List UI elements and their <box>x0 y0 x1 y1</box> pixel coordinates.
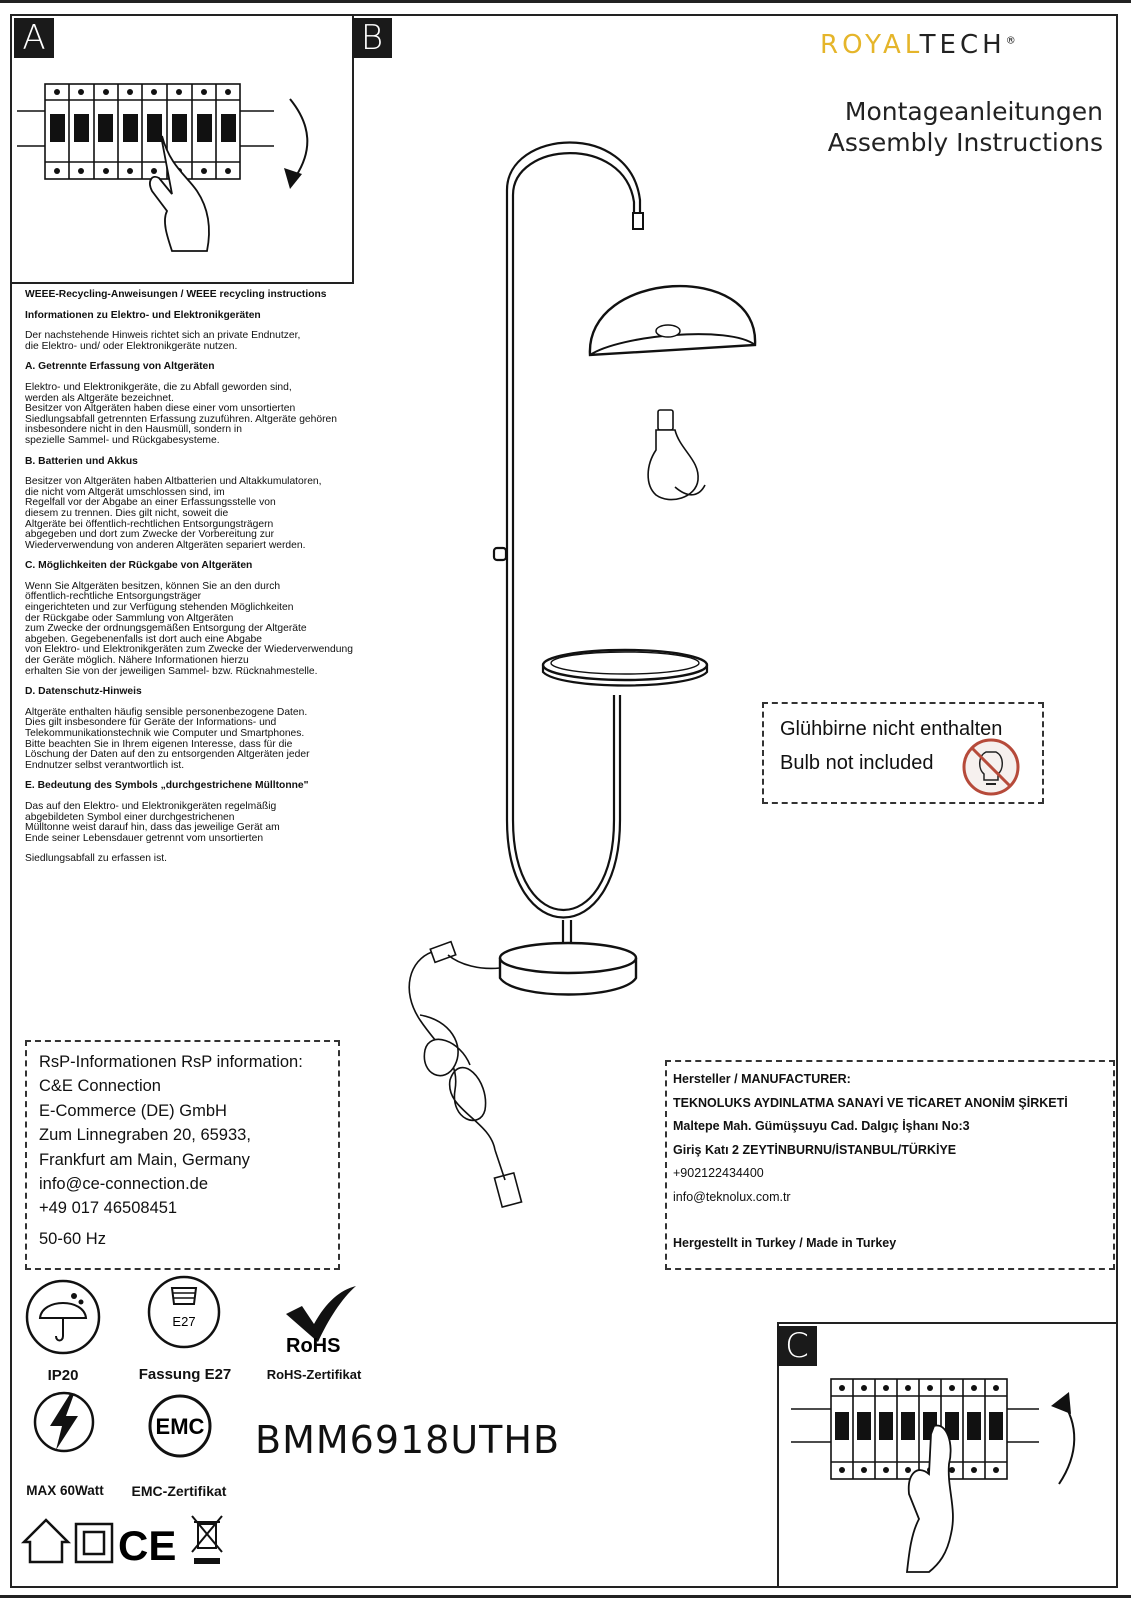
indoor-use-icon <box>24 1520 68 1562</box>
no-bulb-icon <box>960 736 1022 798</box>
made-in-label: Hergestellt in Turkey / Made in Turkey <box>673 1235 897 1250</box>
breaker-off-illustration <box>12 16 352 282</box>
weee-heading: WEEE-Recycling-Anweisungen / WEEE recycling instructions <box>25 289 327 300</box>
weee-section-title: B. Batterien und Akkus <box>25 455 138 467</box>
emc-icon <box>146 1392 214 1460</box>
manufacturer-address-2: Giriş Katı 2 ZEYTİNBURNU/İSTANBUL/TÜRKİYE <box>673 1142 957 1157</box>
weee-section-title: C. Möglichkeiten der Rückgabe von Altgeräten <box>25 560 253 572</box>
emc-icon-text: EMC <box>155 1414 205 1439</box>
panel-c <box>777 1322 1118 1588</box>
ce-mark-icon: CE <box>118 1522 177 1569</box>
manufacturer-heading: Hersteller / MANUFACTURER: <box>673 1072 851 1086</box>
weee-section-text: Altgeräte enthalten häufig sensible personenbezogene Daten. Dies gilt insbesondere für Geräte der Informations- und Telekommunikationstechnik wie Computer und Smartphones. Bitte beachten Sie in Ihrem eigenen Interesse, dass für die Löschung der Daten auf den zu entsorgenden Altgeräten jeder Endnutzer selbst verantwortlich ist. <box>25 706 310 771</box>
e27-icon-text: E27 <box>172 1314 196 1329</box>
panel-b-tag: B <box>352 18 392 58</box>
weee-section-text: Besitzer von Altgeräten haben Altbatterien und Altakkumulatoren, die nicht vom Altgerät umschlossen sind, im Regelfall vor der Abgabe an einer Erfassungsstelle von diesem zu trennen. Dies gilt nicht, soweit die Altgeräte bei öffentlich-rechtlichen Entsorgungsträgern abgegeben und dort zum Zwecke der Vorbereitung zur Wiederverwendung von anderen Altgeräten separiert werden. <box>25 476 322 551</box>
emc-label: EMC-Zertifikat <box>131 1483 227 1499</box>
manufacturer-name: TEKNOLUKS AYDINLATMA SANAYİ VE TİCARET ANONİM ŞİRKETİ <box>673 1095 1068 1110</box>
title-en: Assembly Instructions <box>827 128 1103 157</box>
weee-section-text: Elektro- und Elektronikgeräte, die zu Abfall geworden sind, werden als Altgeräte bezeichnet. Besitzer von Altgeräten haben diese einer vom unsortierten Siedlungsabfall getrennten Erfassung zuzuführen. Altgeräte gehören insbesondere nicht in den Hausmüll, sondern in spezielle Sammel- und Rückgabesysteme. <box>25 381 337 446</box>
compliance-symbols <box>18 1510 238 1570</box>
bulb-not-included-note <box>762 702 1044 804</box>
weee-section-title: A. Getrennte Erfassung von Altgeräten <box>25 361 215 373</box>
page-title <box>828 96 1103 158</box>
rsp-info-box <box>25 1040 340 1270</box>
rsp-email[interactable]: info@ce-connection.de <box>39 1175 209 1194</box>
weee-section-title: D. Datenschutz-Hinweis <box>25 686 142 698</box>
rsp-company-line2: E-Commerce (DE) GmbH <box>39 1101 227 1120</box>
rohs-icon <box>282 1284 362 1354</box>
panel-a-tag: A <box>14 18 54 58</box>
rohs-icon-text: RoHS <box>286 1335 341 1354</box>
rsp-heading: RsP-Informationen RsP information: <box>39 1053 303 1071</box>
rsp-frequency: 50-60 Hz <box>39 1229 106 1248</box>
breaker-on-illustration <box>779 1324 1117 1588</box>
rsp-city: Frankfurt am Main, Germany <box>39 1150 250 1169</box>
panel-a <box>12 16 354 284</box>
manufacturer-phone: +902122434400 <box>673 1166 764 1181</box>
ip20-label: IP20 <box>47 1367 79 1384</box>
brand-reg: ® <box>1005 35 1016 47</box>
e27-socket-icon <box>146 1274 222 1350</box>
weee-intro: Der nachstehende Hinweis richtet sich an private Endnutzer, die Elektro- und/ oder Elektronikgeräte nutzen. <box>25 330 301 352</box>
manufacturer-box <box>665 1060 1115 1270</box>
weee-subheading: Informationen zu Elektro- und Elektronikgeräten <box>25 309 261 321</box>
rsp-company: C&E Connection <box>39 1077 161 1096</box>
top-rule <box>0 0 1131 3</box>
manufacturer-email[interactable]: info@teknolux.com.tr <box>673 1189 791 1204</box>
e27-label: Fassung E27 <box>138 1366 232 1383</box>
manufacturer-address-1: Maltepe Mah. Gümüşsuyu Cad. Dalgıç İşhanı No:3 <box>673 1119 970 1134</box>
weee-section-text: Wenn Sie Altgeräten besitzen, können Sie an den durch öffentlich-rechtliche Entsorgungsträger eingerichteten und zur Verfügung stehenden Möglichkeiten der Rückgabe oder Sammlung von Altgeräten zum Zwecke der ordnungsgemäßen Entsorgung der Altgeräte abgeben. Gegebenenfalls ist dort auch eine Abgabe von Elektro- und Elektronikgeräten zum Zwecke der Wiederverwendung der Geräte möglich. Nähere Informationen hierzu erhalten Sie von der jeweiligen Sammel- bzw. Rücknahmestelle. <box>25 580 353 677</box>
bulb-note-en: Bulb not included <box>780 752 934 774</box>
brand-tech: TECH <box>919 30 1006 60</box>
max-watt-icon <box>32 1390 96 1454</box>
bulb-note-de: Glühbirne nicht enthalten <box>780 718 1003 740</box>
brand-royal: ROYAL <box>820 30 920 60</box>
weee-section-title: E. Bedeutung des Symbols „durchgestrichene Mülltonne" <box>25 780 309 792</box>
class-ii-icon <box>76 1524 112 1562</box>
rohs-label: RoHS-Zertifikat <box>266 1367 362 1382</box>
bottom-rule <box>0 1595 1131 1598</box>
weee-closing: Siedlungsabfall zu erfassen ist. <box>25 853 167 865</box>
ip20-umbrella-icon <box>24 1278 102 1356</box>
max-watt-label: MAX 60Watt <box>26 1483 104 1498</box>
weee-section-text: Das auf den Elektro- und Elektronikgeräten regelmäßig abgebildeten Symbol einer durchgestrichenen Mülltonne weist darauf hin, dass das jeweilige Gerät am Ende seiner Lebensdauer getrennt vom unsortierten <box>25 800 280 844</box>
rsp-phone: +49 017 46508451 <box>39 1199 178 1218</box>
model-number: BMM6918UTHB <box>255 1418 561 1462</box>
weee-instructions <box>25 290 455 875</box>
rsp-street: Zum Linnegraben 20, 65933, <box>39 1126 251 1145</box>
panel-c-tag: C <box>777 1326 817 1366</box>
floor-lamp-illustration <box>400 120 760 1220</box>
crossed-bin-icon <box>192 1516 222 1552</box>
title-de: Montageanleitungen <box>844 97 1103 126</box>
brand-logo <box>820 30 1016 60</box>
